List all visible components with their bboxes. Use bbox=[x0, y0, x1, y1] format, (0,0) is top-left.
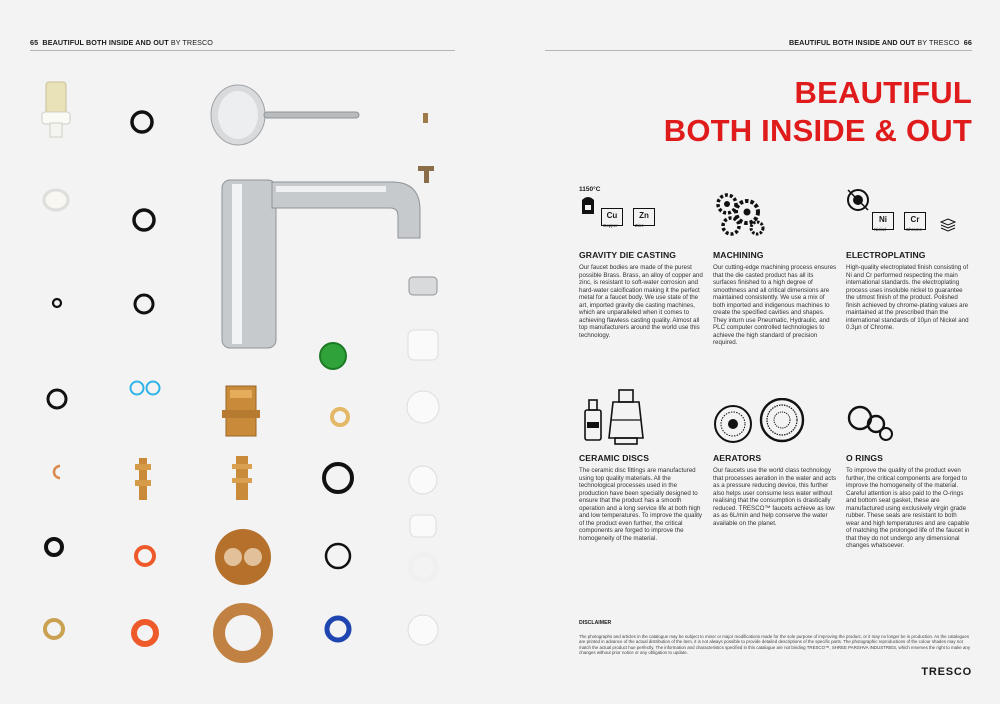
o-ring-large-part bbox=[324, 464, 352, 492]
section-text: Our cutting-edge machining process ensures that the die casted product has all its surfaces finished to a high degree of smoothness and all critical dimensions are maintained consistently. We use a mix of both imported and indigenous machines to create the specified cavities and shapes. They inturn use Pneumatic, Hydraulic, and PLC computer controlled technologies to achieve the high standard of precision required. bbox=[713, 264, 837, 346]
section-title: ELECTROPLATING bbox=[846, 250, 926, 260]
section-title: GRAVITY DIE CASTING bbox=[579, 250, 677, 260]
element-copper-symbol: Cu bbox=[606, 211, 618, 220]
brass-nut-part bbox=[219, 609, 267, 657]
washer-yellow-part bbox=[332, 409, 348, 425]
element-chrome-symbol: Cr bbox=[910, 215, 920, 224]
section-text: High-quality electroplated finish consisting of Ni and Cr performed respecting the main international standards. the electroplating process uses insoluble nickel to guarantee the utmost finish of the product. Polished finish achieved by chrome-plating values are maintained at the prescribed than the international standards of 10µn of Nickel and 0.3µn of Chrome. bbox=[846, 264, 969, 331]
section-title: AERATORS bbox=[713, 453, 762, 463]
o-ring-red-part bbox=[134, 622, 156, 644]
header-right-by: BY TRESCO bbox=[917, 38, 960, 47]
element-chrome bbox=[904, 212, 926, 230]
header-right-rule bbox=[545, 50, 972, 51]
section-aerators bbox=[713, 453, 837, 527]
faucet-body-part bbox=[222, 180, 420, 348]
o-ring-thick-part bbox=[46, 539, 62, 555]
plating-badge bbox=[846, 188, 966, 244]
o-ring-part bbox=[134, 210, 154, 230]
section-text: Our faucets use the world class technology that processes aeration in the water and acts as a pressure reducing device, this further also helps user consume less water without realising that the consumption is drastically reduced. TRESCO™ faucets achieve as low as as 6L/min and help conserve the water available on the planet. bbox=[713, 467, 837, 527]
section-text: The ceramic disc fittings are manufactured using top quality materials. All the technological processes used in the production have been specially designed to ensure that the product has a smooth operation and a long service life at both high and low temperatures. To improve the quality of the product even further, the critical components are forged to improve the homogeneity of the material. bbox=[579, 467, 703, 542]
page-number-left: 65 bbox=[30, 38, 39, 47]
element-nickel-symbol: Ni bbox=[879, 215, 887, 224]
casting-temperature: 1150°C bbox=[579, 186, 601, 193]
header-right-title: BEAUTIFUL BOTH INSIDE AND OUT bbox=[789, 38, 916, 47]
element-nickel-name: Nickel bbox=[874, 227, 887, 232]
section-title: CERAMIC DISCS bbox=[579, 453, 650, 463]
o-ring-orange-part bbox=[136, 547, 154, 565]
o-ring-small-part bbox=[53, 299, 61, 307]
section-text: To improve the quality of the product even further, the critical components are forged to improve the homogeneity of the material. Careful attention is also paid to the O-rings and bottom seat gasket, these are manufactured using exclusively virgin grade rubber. These seals are resistant to both wear and high temperatures and are capable of matching the prolonged life of the faucet in that they do not undergo any dimensional changes whatsoever. bbox=[846, 467, 970, 549]
main-title-line1: BEAUTIFUL bbox=[794, 75, 972, 110]
section-text: Our faucet bodies are made of the purest possible Brass. Brass, an alloy of copper and zinc, is resistant to soft-water corrosion and hard-water calcification making it the perfect metal for a faucet body. We use state of the art, imported gravity die casting machines, which are unparalleled when it comes to achieving flawless casting quality. Almost all top manufacturers around the world use this technology. bbox=[579, 264, 703, 339]
ceramic-cartridge-base-part bbox=[215, 529, 271, 585]
element-zinc bbox=[633, 208, 655, 226]
brass-cartridge-part bbox=[222, 386, 260, 436]
ceramic-disc-part bbox=[408, 615, 438, 645]
section-electroplating bbox=[846, 250, 970, 332]
o-ring-thin-part bbox=[326, 544, 350, 568]
o-ring-blue-pair-part bbox=[131, 382, 160, 395]
faucet-handle-part bbox=[211, 85, 359, 145]
main-title bbox=[664, 74, 972, 150]
aerator-icon bbox=[712, 398, 806, 446]
section-gravity-die-casting bbox=[579, 250, 703, 339]
furnace-icon bbox=[579, 196, 597, 216]
header-left-title: BEAUTIFUL BOTH INSIDE AND OUT bbox=[42, 38, 169, 47]
o-ring-part bbox=[48, 390, 66, 408]
ceramic-cap-part bbox=[410, 515, 436, 537]
section-o-rings bbox=[846, 453, 970, 550]
o-rings-icon bbox=[846, 404, 898, 442]
washer-white-part bbox=[44, 190, 68, 210]
page-number-right: 66 bbox=[963, 38, 972, 47]
main-title-line2: BOTH INSIDE & OUT bbox=[663, 113, 972, 148]
aerator-green-part bbox=[320, 343, 346, 369]
element-nickel bbox=[872, 212, 894, 230]
ceramic-disc-square-part bbox=[408, 330, 438, 360]
tresco-logo: TRESCO bbox=[921, 666, 972, 678]
section-machining bbox=[713, 250, 837, 347]
clip-part bbox=[54, 466, 60, 478]
o-ring-part bbox=[135, 295, 153, 313]
o-ring-blue-part bbox=[327, 618, 349, 640]
section-ceramic-discs bbox=[579, 453, 703, 542]
brass-washer-part bbox=[45, 620, 63, 638]
section-title: O RINGS bbox=[846, 453, 883, 463]
o-ring-part bbox=[132, 112, 152, 132]
brass-spindle-part bbox=[135, 458, 151, 500]
element-copper bbox=[601, 208, 623, 226]
ceramic-disc-part bbox=[409, 466, 437, 494]
header-left-by: BY TRESCO bbox=[170, 38, 213, 47]
disclaimer bbox=[579, 620, 972, 656]
washer-white-part bbox=[410, 554, 436, 580]
cartridge-spindle-part bbox=[42, 82, 70, 137]
element-zinc-symbol: Zn bbox=[639, 211, 649, 220]
casting-badge bbox=[579, 186, 699, 244]
gears-icon bbox=[711, 190, 767, 238]
plating-bath-icon bbox=[846, 188, 870, 216]
aerator-housing-part bbox=[409, 277, 437, 295]
element-zinc-name: Zinc bbox=[635, 223, 644, 228]
screw-part bbox=[418, 166, 434, 183]
header-left bbox=[30, 38, 213, 47]
brass-stem-part bbox=[232, 456, 252, 500]
section-title: MACHINING bbox=[713, 250, 764, 260]
header-right bbox=[789, 38, 972, 47]
layers-icon bbox=[940, 218, 956, 232]
element-chrome-name: Chrome bbox=[906, 227, 923, 232]
ceramic-disc-part bbox=[407, 391, 439, 423]
element-copper-name: Copper bbox=[603, 223, 618, 228]
screw-small-part bbox=[423, 113, 428, 123]
header-left-rule bbox=[30, 50, 455, 51]
cartridge-icon bbox=[579, 388, 663, 448]
disclaimer-text: The photographs and articles in the catalogue may be subject to minor or major modifications made for the sole purpose of improving the product, or it may no longer be in production. As the catalogues are printed in advance of the actual distribution of the item, it is not always possible to provide detailed descriptions of the specific parts. The photographic reproductions of the colour shades may not match the actual product hue perfectly. The information and characteristics specified in this catalogue are not binding TRESCO™, SHREE PARSHVA INDUSTRIES, which reserves the right to make any changes without prior notice or any obligation to update. bbox=[579, 634, 971, 656]
disclaimer-title: DISCLAIMER bbox=[579, 620, 612, 626]
parts-photo bbox=[0, 60, 460, 704]
